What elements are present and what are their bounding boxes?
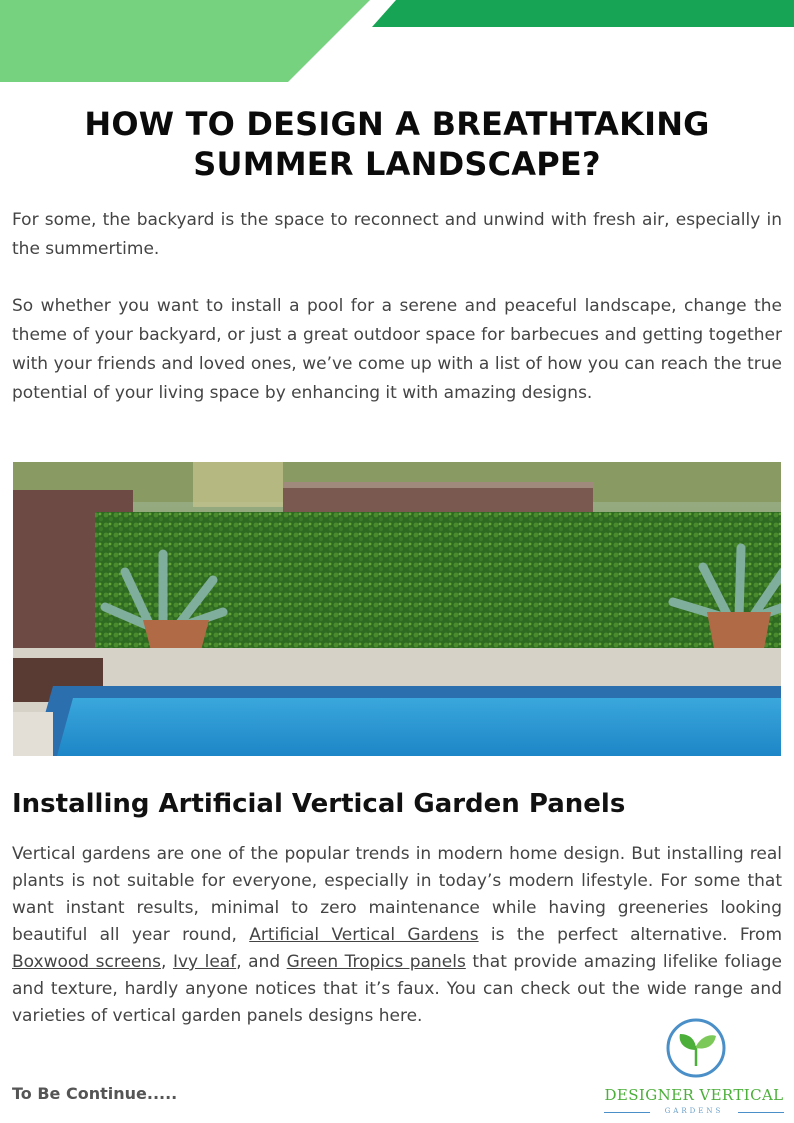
backyard-pool-photo	[13, 462, 781, 756]
page-title-line1: HOW TO DESIGN A BREATHTAKING	[84, 105, 710, 143]
banner-dark-stripe	[372, 0, 794, 27]
section-paragraph	[12, 841, 782, 1030]
section-heading: Installing Artificial Vertical Garden Panels	[12, 789, 626, 819]
intro-paragraph-1: For some, the backyard is the space to reconnect and unwind with fresh air, especially in the summertime.	[12, 210, 782, 259]
green-tropics-panels-link[interactable]: Green Tropics panels	[286, 952, 466, 972]
intro-paragraph-2: So whether you want to install a pool for a serene and peaceful landscape, change the theme of your backyard, or just a great outdoor space for barbecues and getting together with your friends and loved ones, we’ve come up with a list of how you can reach the true potential of your living space by enhancing it with amazing designs.	[12, 296, 782, 403]
designer-vertical-gardens-logo	[598, 1016, 790, 1120]
section-text-c: ,	[161, 952, 173, 972]
logo-right-rule	[738, 1112, 784, 1113]
logo-left-rule	[604, 1112, 650, 1113]
section-text-d: , and	[236, 952, 287, 972]
sprout-icon	[680, 1034, 716, 1066]
header-banner	[0, 0, 794, 90]
section-text-b: is the perfect alternative. From	[478, 925, 783, 945]
artificial-vertical-gardens-link[interactable]: Artificial Vertical Gardens	[249, 925, 479, 945]
banner-light-stripe	[0, 0, 370, 82]
page-title-line2: SUMMER LANDSCAPE?	[193, 145, 601, 183]
logo-name: DESIGNER VERTICAL	[604, 1086, 784, 1104]
boxwood-screens-link[interactable]: Boxwood screens	[12, 952, 161, 972]
section-text-a: Vertical gardens are one of the popular trends in modern home design. But installing real plants is not suitable for everyone, especially in today’s modern lifestyle. For some that want instant results, minimal to zero maintenance while having greeneries looking beautiful all year round,	[12, 844, 782, 945]
page-title	[40, 104, 754, 184]
ivy-leaf-link[interactable]: Ivy leaf	[172, 952, 237, 972]
logo-subtitle: GARDENS	[664, 1107, 724, 1115]
continue-note: To Be Continue.....	[12, 1084, 178, 1103]
section-text-e: that provide amazing lifelike foliage and texture, hardly anyone notices that it’s faux. You can check out the wide range and varieties of vertical garden panels designs here.	[12, 952, 782, 1026]
